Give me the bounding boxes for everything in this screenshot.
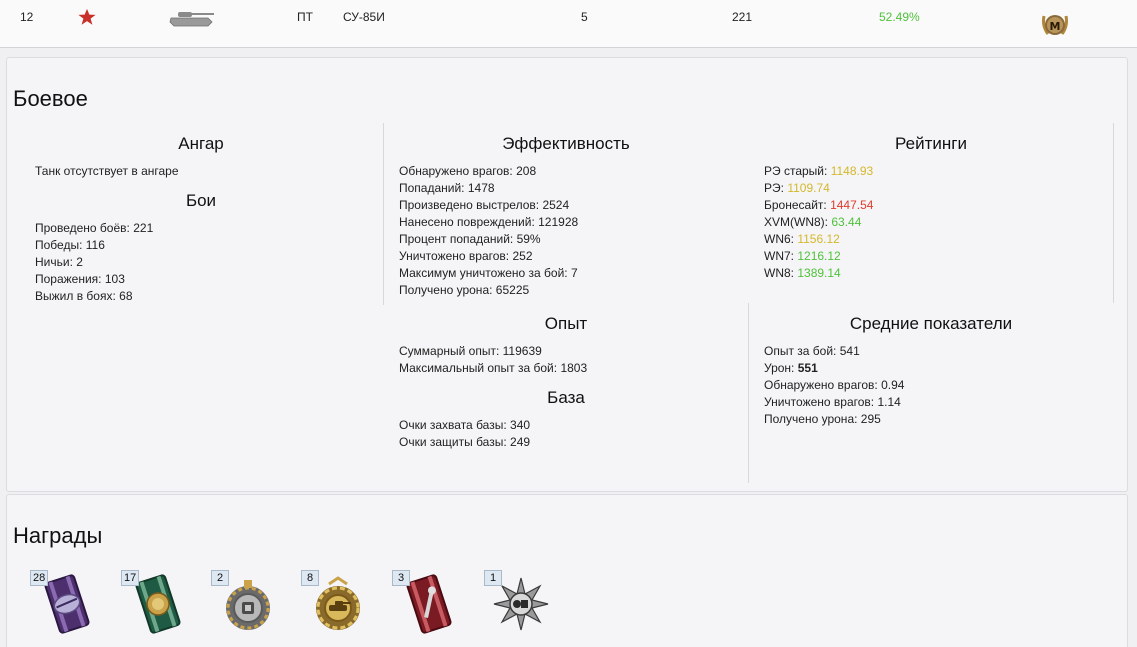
vehicle-rank: 12 — [20, 10, 34, 24]
stat-row: Получено урона: 65225 — [399, 283, 530, 297]
stat-row: Поражения: 103 — [35, 272, 125, 286]
tank-silhouette-icon — [168, 9, 216, 32]
stat-row: Максимум уничтожено за бой: 7 — [399, 266, 578, 280]
vehicle-winrate: 52.49% — [879, 10, 920, 24]
column-divider — [1113, 123, 1114, 303]
stat-row: Максимальный опыт за бой: 1803 — [399, 361, 588, 375]
ratings-list — [764, 163, 873, 282]
rating-row: XVM(WN8): 63.44 — [764, 215, 862, 229]
battles-list — [35, 220, 153, 305]
hangar-status: Танк отсутствует в ангаре — [35, 164, 179, 178]
award-count: 3 — [392, 570, 410, 586]
vehicle-row[interactable] — [0, 0, 1137, 48]
hangar-title: Ангар — [178, 134, 224, 153]
award-count: 1 — [484, 570, 502, 586]
mastery-badge-icon — [1040, 10, 1070, 43]
stat-row: Произведено выстрелов: 2524 — [399, 198, 570, 212]
rating-row: Бронесайт: 1447.54 — [764, 198, 874, 212]
svg-text:М: М — [1049, 20, 1061, 33]
stat-row: Выжил в боях: 68 — [35, 289, 133, 303]
rating-row: РЭ: 1109.74 — [764, 181, 830, 195]
stat-row: Попаданий: 1478 — [399, 181, 495, 195]
stat-row: Получено урона: 295 — [764, 412, 881, 426]
battles-title: Бои — [185, 191, 217, 210]
award-medal[interactable] — [392, 570, 464, 636]
battle-section-title: Боевое — [13, 86, 88, 111]
stat-row: Процент попаданий: 59% — [399, 232, 541, 246]
nation-star-icon — [78, 8, 96, 29]
experience-title: Опыт — [544, 314, 588, 333]
averages-list — [764, 343, 904, 428]
stat-row: Обнаружено врагов: 208 — [399, 164, 537, 178]
award-count: 17 — [121, 570, 139, 586]
award-medal[interactable] — [121, 570, 193, 636]
award-count: 28 — [30, 570, 48, 586]
efficiency-list — [399, 163, 578, 299]
stat-row: Ничьи: 2 — [35, 255, 83, 269]
stat-row: Опыт за бой: 541 — [764, 344, 860, 358]
ratings-title: Рейтинги — [895, 134, 967, 153]
vehicle-type: ПТ — [297, 10, 313, 24]
award-count: 8 — [301, 570, 319, 586]
award-medal[interactable] — [30, 570, 102, 636]
averages-title: Средние показатели — [849, 314, 1013, 333]
rating-row: WN6: 1156.12 — [764, 232, 840, 246]
award-medal[interactable] — [301, 570, 373, 636]
rating-row: РЭ старый: 1148.93 — [764, 164, 874, 178]
base-title: База — [547, 388, 585, 407]
stat-row: Очки защиты базы: 249 — [399, 435, 531, 449]
stat-row: Победы: 116 — [35, 238, 105, 252]
award-count: 2 — [211, 570, 229, 586]
stat-row: Проведено боёв: 221 — [35, 221, 154, 235]
stat-row: Уничтожено врагов: 1.14 — [764, 395, 901, 409]
base-list — [399, 417, 530, 451]
rating-row: WN8: 1389.14 — [764, 266, 841, 280]
experience-list — [399, 343, 587, 377]
vehicle-name: СУ-85И — [343, 10, 385, 24]
award-medal[interactable] — [484, 570, 556, 636]
awards-section-title: Награды — [13, 523, 103, 548]
stat-row: Нанесено повреждений: 121928 — [399, 215, 579, 229]
stat-row: Суммарный опыт: 119639 — [399, 344, 542, 358]
award-medal[interactable] — [211, 570, 283, 636]
vehicle-tier: 5 — [581, 10, 588, 24]
stat-row: Уничтожено врагов: 252 — [399, 249, 533, 263]
efficiency-title: Эффективность — [502, 134, 630, 153]
stat-row: Обнаружено врагов: 0.94 — [764, 378, 905, 392]
rating-row: WN7: 1216.12 — [764, 249, 841, 263]
vehicle-battles: 221 — [732, 10, 753, 24]
stat-row: Урон: 551 — [764, 361, 818, 375]
stat-row: Очки захвата базы: 340 — [399, 418, 531, 432]
